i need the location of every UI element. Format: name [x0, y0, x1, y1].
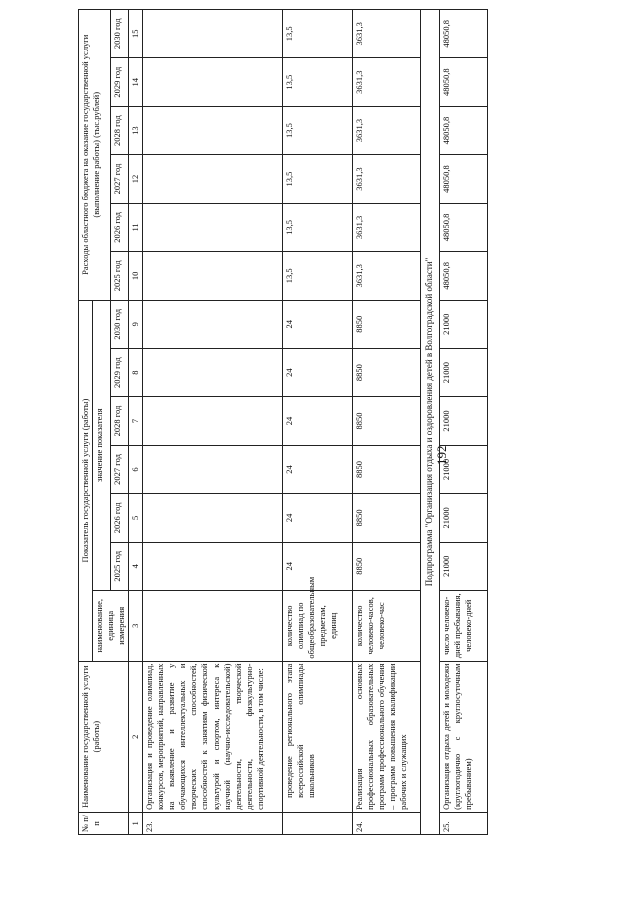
- row-value: 21000: [439, 300, 487, 348]
- year-header: 2030 год: [111, 300, 129, 348]
- table-row: [353, 10, 421, 835]
- table-row: [283, 10, 353, 835]
- row-value: 21000: [439, 445, 487, 493]
- row-value: 8850: [353, 494, 421, 542]
- year-header: 2027 год: [111, 445, 129, 493]
- col-number: 9: [129, 300, 143, 348]
- col-number: 11: [129, 203, 143, 251]
- row-num: 23.: [143, 812, 283, 834]
- year-header: 2029 год: [111, 58, 129, 106]
- row-name: Реализация основных профессиональных образовательных программ профессионального обучения – программ повышения квалификации рабочих и служащих: [353, 661, 421, 812]
- row-name: Организация отдыха детей и молодежи (круглогодично с круглосуточным пребыванием): [439, 661, 487, 812]
- header-indicator-values: значение показателя: [93, 300, 111, 590]
- row-value: 21000: [439, 348, 487, 396]
- row-value: 8850: [353, 348, 421, 396]
- col-number: 4: [129, 542, 143, 590]
- row-value: 8850: [353, 300, 421, 348]
- col-number: 10: [129, 252, 143, 300]
- row-value: 21000: [439, 542, 487, 590]
- row-value: 24: [283, 348, 353, 396]
- year-header: 2030 год: [111, 10, 129, 59]
- col-number: 15: [129, 10, 143, 59]
- row-expense: 3631,3: [353, 155, 421, 203]
- row-unit: число человеко-дней пребывания, человеко-дней: [439, 590, 487, 661]
- row-value: [143, 397, 283, 445]
- row-value: [143, 300, 283, 348]
- year-header: 2028 год: [111, 397, 129, 445]
- col-number: 3: [129, 590, 143, 661]
- row-value: 8850: [353, 542, 421, 590]
- col-number: 2: [129, 661, 143, 812]
- row-value: [143, 445, 283, 493]
- header-name: Наименование государственной услуги (работы): [79, 661, 129, 812]
- table-row: [143, 10, 283, 835]
- row-value: 24: [283, 542, 353, 590]
- col-number: 8: [129, 348, 143, 396]
- row-expense: 3631,3: [353, 252, 421, 300]
- row-expense: [143, 106, 283, 154]
- row-expense: 13,5: [283, 155, 353, 203]
- row-value: [143, 542, 283, 590]
- row-expense: 48050,8: [439, 252, 487, 300]
- row-unit: [143, 590, 283, 661]
- services-table: [78, 9, 488, 835]
- col-number: 14: [129, 58, 143, 106]
- row-name: проведение регионального этапа всероссийской олимпиады школьников: [283, 661, 353, 812]
- row-expense: 13,5: [283, 106, 353, 154]
- row-value: 24: [283, 300, 353, 348]
- row-expense: 3631,3: [353, 106, 421, 154]
- row-value: 21000: [439, 494, 487, 542]
- subprogram-row: [421, 10, 440, 835]
- col-number: 5: [129, 494, 143, 542]
- row-expense: 3631,3: [353, 58, 421, 106]
- row-unit: количество человеко-часов, человеко-час: [353, 590, 421, 661]
- year-header: 2026 год: [111, 494, 129, 542]
- row-expense: 48050,8: [439, 10, 487, 59]
- column-number-row: [129, 10, 143, 835]
- row-expense: [143, 155, 283, 203]
- row-expense: 48050,8: [439, 155, 487, 203]
- year-header: 2029 год: [111, 348, 129, 396]
- col-number: 12: [129, 155, 143, 203]
- header-row-1: [79, 10, 93, 835]
- row-expense: 3631,3: [353, 203, 421, 251]
- row-expense: 3631,3: [353, 10, 421, 59]
- row-num: 25.: [439, 812, 487, 834]
- header-indicator-name: наименование, единица измерения: [93, 590, 129, 661]
- col-number: 13: [129, 106, 143, 154]
- row-expense: [143, 203, 283, 251]
- header-num: № п/п: [79, 812, 129, 834]
- page-number: 192: [434, 445, 449, 465]
- col-number: 7: [129, 397, 143, 445]
- row-num: 24.: [353, 812, 421, 834]
- row-name: Организация и проведение олимпиад, конкурсов, мероприятий, направленных на выявление и развитие у обучающихся интеллектуальных и творческих способностей, способностей к занятиям физической культурой и спортом, интереса к научной (научно-исследовательской) деятельности, творческой деятельности, физкультурно-спортивной деятельности, в том числе:: [143, 661, 283, 812]
- table-row: [439, 10, 487, 835]
- row-expense: [143, 10, 283, 59]
- header-indicator-group: Показатель государственной услуги (работы): [79, 300, 93, 661]
- col-number: 1: [129, 812, 143, 834]
- row-expense: 48050,8: [439, 106, 487, 154]
- year-header: 2028 год: [111, 106, 129, 154]
- row-expense: 13,5: [283, 252, 353, 300]
- year-header: 2026 год: [111, 203, 129, 251]
- row-value: [143, 494, 283, 542]
- row-expense: 13,5: [283, 10, 353, 59]
- row-value: 24: [283, 397, 353, 445]
- row-value: [143, 348, 283, 396]
- row-value: 8850: [353, 445, 421, 493]
- header-expense-group: Расходы областного бюджета на оказание государственной услуги (выполнение работы) (тыс.рублей): [79, 10, 111, 301]
- row-unit: количество олимпиад по общеобразовательным предметам, единиц: [283, 590, 353, 661]
- row-expense: [143, 252, 283, 300]
- year-header: 2027 год: [111, 155, 129, 203]
- col-number: 6: [129, 445, 143, 493]
- row-value: 21000: [439, 397, 487, 445]
- row-value: 24: [283, 494, 353, 542]
- row-expense: 48050,8: [439, 58, 487, 106]
- row-expense: 48050,8: [439, 203, 487, 251]
- year-header: 2025 год: [111, 542, 129, 590]
- row-expense: 13,5: [283, 58, 353, 106]
- subprogram-title: Подпрограмма "Организация отдыха и оздоровления детей в Волгоградской области": [421, 10, 440, 835]
- year-header: 2025 год: [111, 252, 129, 300]
- row-num: [283, 812, 353, 834]
- row-expense: [143, 58, 283, 106]
- row-value: 8850: [353, 397, 421, 445]
- row-value: 24: [283, 445, 353, 493]
- row-expense: 13,5: [283, 203, 353, 251]
